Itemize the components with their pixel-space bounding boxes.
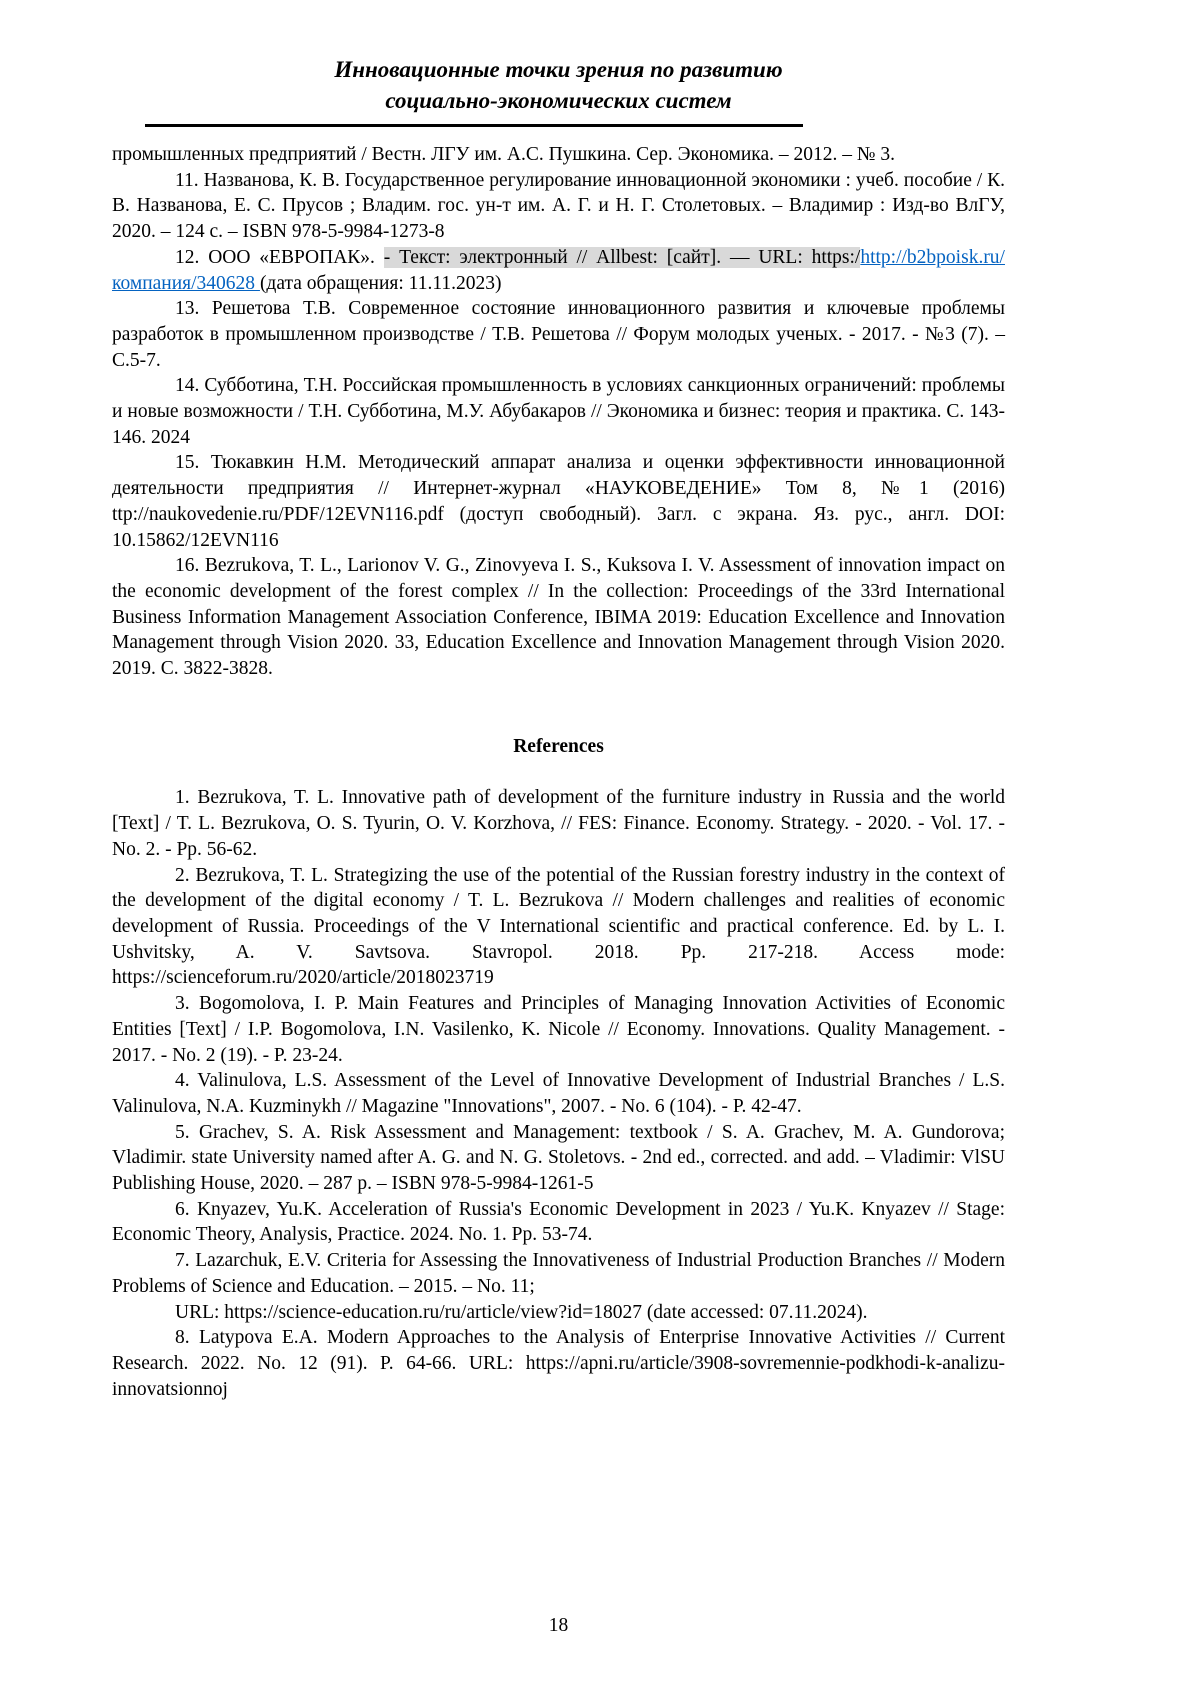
- header-title-line1: Инновационные точки зрения по развитию: [334, 57, 783, 82]
- running-header: [112, 54, 1005, 116]
- reference-text: 15. Тюкавкин Н.М. Методический аппарат анализа и оценки эффективности инновационной деятельности предприятия // Интернет-журнал «НАУКОВЕДЕНИЕ» Том 8, №1 (2016) ttp://naukovedenie.ru/PDF/12EVN116.pdf (доступ свободный). Загл. с экрана. Яз. рус., англ. DOI: 10.15862/12EVN116: [112, 452, 1005, 551]
- reference-item: [112, 1197, 1005, 1248]
- reference-text: 3. Bogomolova, I. P. Main Features and Principles of Managing Innovation Activities of Economic Entities [Text] / I.P. Bogomolova, I.N. Vasilenko, K. Nicole // Economy. Innovations. Quality Management. - 2017. - No. 2 (19). - P. 23-24.: [112, 993, 1005, 1066]
- reference-item: [112, 863, 1005, 992]
- reference-text: 5. Grachev, S. A. Risk Assessment and Management: textbook / S. A. Grachev, M. A. Gundorova; Vladimir. state University named after A. G. and N. G. Stoletovs. - 2nd ed., corrected. and add. – Vladimir: VlSU Publishing House, 2020. – 287 p. – ISBN 978-5-9984-1261-5: [112, 1121, 1005, 1195]
- english-references-section: [112, 785, 1005, 1402]
- reference-text: 2. Bezrukova, T. L. Strategizing the use of the potential of the Russian forestry industry in the context of the development of the digital economy / T. L. Bezrukova // Modern challenges and realities of economic development of Russia. Proceedings of the V International scientific and practical conference. Ed. by L. I. Ushvitsky, A. V. Savtsova. Stavropol. 2018. Pp. 217-218. Access mode: https://scienceforum.ru/2020/article/2018023719: [112, 864, 1005, 989]
- reference-item: [112, 991, 1005, 1068]
- reference-item: [112, 1325, 1005, 1402]
- highlighted-text: - Текст: электронный // Allbest: [сайт]. — URL: https:/: [383, 246, 861, 268]
- reference-text: 4. Valinulova, L.S. Assessment of the Level of Innovative Development of Industrial Branches / L.S. Valinulova, N.A. Kuzminykh // Magazine "Innovations", 2007. - No. 6 (104). - P. 42-47.: [112, 1070, 1005, 1117]
- reference-item: [112, 1248, 1005, 1299]
- reference-text: 7. Lazarchuk, E.V. Criteria for Assessing the Innovativeness of Industrial Production Branches // Modern Problems of Science and Education. – 2015. – No. 11;: [112, 1250, 1005, 1297]
- reference-item: [112, 142, 1005, 168]
- reference-item: [112, 373, 1005, 450]
- header-rule: [145, 124, 803, 127]
- reference-item: [112, 450, 1005, 553]
- references-heading: References: [513, 735, 604, 757]
- reference-item: [112, 1068, 1005, 1119]
- reference-item: [112, 1120, 1005, 1197]
- reference-text: 16. Bezrukova, T. L., Larionov V. G., Zinovyeva I. S., Kuksova I. V. Assessment of innovation impact on the economic development of the forest complex // In the collection: Proceedings of the 33rd International Business Information Management Association Conference, IBIMA 2019: Education Excellence and Innovation Management through Vision 2020. 33, Education Excellence and Innovation Management through Vision 2020. 2019. С. 3822-3828.: [112, 555, 1005, 680]
- reference-text: URL: https://science-education.ru/ru/article/view?id=18027 (date accessed: 07.11.2024).: [175, 1301, 868, 1323]
- header-title-line2: социально-экономических систем: [385, 88, 732, 113]
- reference-item: [112, 1300, 1005, 1326]
- reference-item: [112, 553, 1005, 682]
- russian-references-section: [112, 142, 1005, 682]
- reference-text: 11. Названова, К. В. Государственное регулирование инновационной экономики : учеб. пособие / К. В. Названова, Е. С. Прусов ; Владим. гос. ун-т им. А. Г. и Н. Г. Столетовых. – Владимир : Изд-во ВлГУ, 2020. – 124 с. – ISBN 978-5-9984-1273-8: [112, 169, 1005, 243]
- reference-text: 14. Субботина, Т.Н. Российская промышленность в условиях санкционных ограничений: проблемы и новые возможности / Т.Н. Субботина, М.У. Абубакаров // Экономика и бизнес: теория и практика. С. 143-146. 2024: [112, 375, 1005, 448]
- reference-text: 13. Решетова Т.В. Современное состояние инновационного развития и ключевые проблемы разработок в промышленном производстве / Т.В. Решетова // Форум молодых ученых. - 2017. - №3 (7). – С.5-7.: [112, 298, 1005, 371]
- reference-text: промышленных предприятий / Вестн. ЛГУ им. А.С. Пушкина. Сер. Экономика. – 2012. – № 3.: [112, 144, 895, 165]
- reference-text: 8. Latypova E.A. Modern Approaches to the Analysis of Enterprise Innovative Activities // Current Research. 2022. No. 12 (91). P. 64-66. URL: https://apni.ru/article/3908-sovremennie-podkhodi-k-analizu-innovatsionnoj: [112, 1327, 1005, 1400]
- reference-text: 1. Bezrukova, T. L. Innovative path of development of the furniture industry in Russia and the world [Text] / T. L. Bezrukova, O. S. Tyurin, O. V. Korzhova, // FES: Finance. Economy. Strategy. - 2020. - Vol. 17. - No. 2. - Pp. 56-62.: [112, 787, 1005, 860]
- page-number: 18: [548, 1615, 569, 1636]
- reference-item: [112, 785, 1005, 862]
- reference-item: [112, 168, 1005, 245]
- reference-item: [112, 296, 1005, 373]
- reference-text: 6. Knyazev, Yu.K. Acceleration of Russia's Economic Development in 2023 / Yu.K. Knyazev // Stage: Economic Theory, Analysis, Practice. 2024. No. 1. Pp. 53-74.: [112, 1198, 1005, 1246]
- reference-text: (дата обращения: 11.11.2023): [259, 272, 502, 294]
- reference-hyperlink[interactable]: http://b2bpoisk.ru/компания/340628: [112, 246, 1005, 294]
- reference-text: 12. ООО «ЕВРОПАК».: [175, 246, 384, 268]
- reference-item: [112, 245, 1005, 296]
